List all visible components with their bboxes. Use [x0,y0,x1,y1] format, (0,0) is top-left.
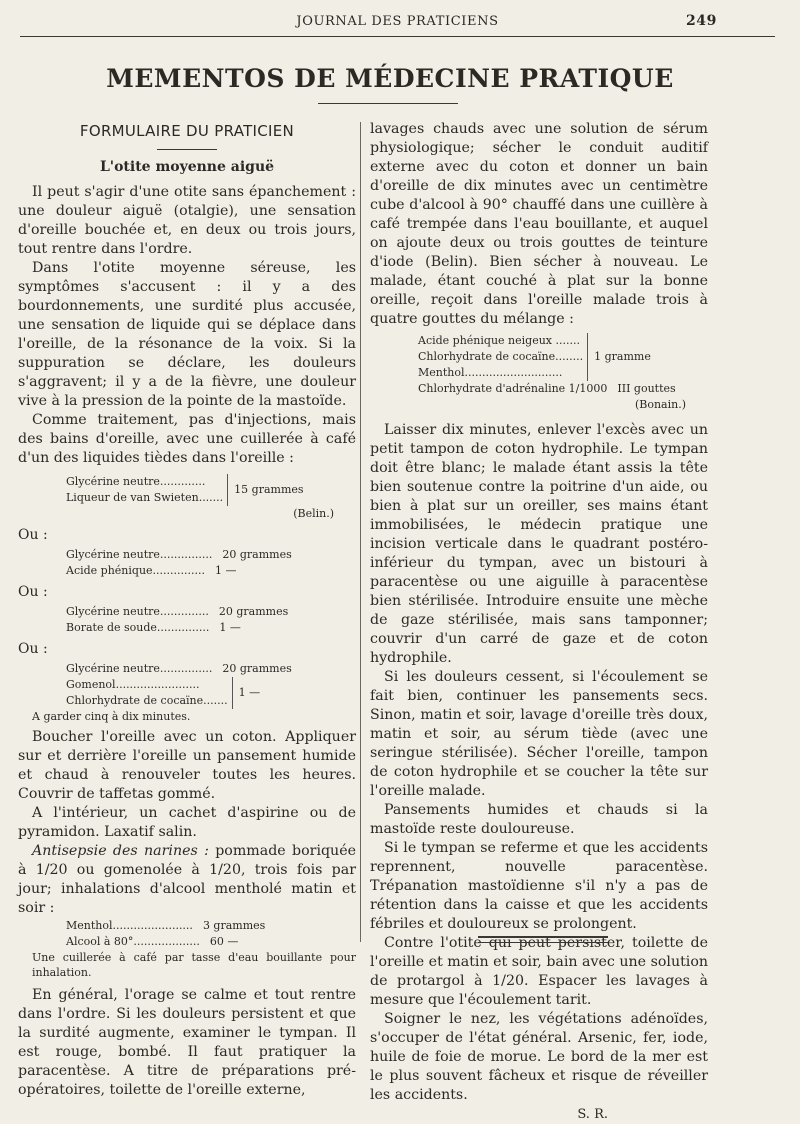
paragraph [18,842,356,918]
rx-source: (Belin.) [293,507,334,520]
paragraph: Dans l'otite moyenne séreuse, les symptômes s'accusent : il y a des bourdonnements, une surdité plus accusée, une sensation de liquide qui se déplace dans l'oreille, de la résonance de la voix. Si la suppuration se déclare, les douleurs s'aggravent; il y a de la fièvre, une douleur vive à la pression de la pointe de la mastoïde. [18,260,356,409]
paragraph: Il peut s'agir d'une otite sans épanchement : une douleur aiguë (otalgie), une sensation d'oreille bouchée et, en deux ou trois jours, tout rentre dans l'ordre. [18,184,356,257]
paragraph: Laisser dix minutes, enlever l'excès avec un petit tampon de coton hydrophile. Le tympan doit être blanc; le malade étant assis la tête bien soutenue contre la poitrine d'un aide, ou bien à plat sur un oreiller, ses mains étant immobilisées, le médecin pratique une incision verticale dans le quadrant postéro-inférieur du tympan, avec un bistouri à paracentèse ou une aiguille à paracentèse bien stérilisée. Introduire ensuite une mèche de gaze stérilisée, mais sans tamponner; couvrir d'un carré de gaze et de coton hydrophile. [370,422,708,666]
paragraph: Contre l'otite qui peut persister, toilette de l'oreille et matin et soir, bain avec une solution de protargol à 1/20. Espacer les lavages à mesure que l'écoulement tarit. [370,935,708,1008]
running-header [20,10,775,37]
rx-note: Une cuillerée à café par tasse d'eau bouillante pour inhalation. [32,951,356,979]
section-rule [157,149,217,150]
rx-quantity: 1 — [219,621,241,634]
alternative-label: Ou : [18,584,48,600]
alternative-label: Ou : [18,527,48,543]
rx-ingredient: Chlorhydrate de cocaïne....... [66,694,228,707]
rx-ingredient: Alcool à 80°................... [66,935,200,948]
prescription-4 [66,661,356,709]
rx-ingredient: Glycérine neutre............... [66,548,213,561]
prescription-3 [66,604,356,636]
paragraph: Soigner le nez, les végétations adénoïdes, s'occuper de l'état général. Arsenic, fer, iode, huile de foie de morue. Le bord de la mer est le plus souvent fâcheux et risque de réveiller les accidents. [370,1011,708,1103]
paragraph: lavages chauds avec une solution de sérum physiologique; sécher le conduit auditif externe avec du coton et donner un bain d'oreille de dix minutes avec un centimètre cube d'alcool à 90° chauffé dans une cuillère à café trempée dans l'eau bouillante, et auquel on ajoute deux ou trois gouttes de teinture d'iode (Belin). Bien sécher à nouveau. Le malade, étant couché à plat sur la bonne oreille, reçoit dans l'oreille malade trois à quatre gouttes du mélange : [370,121,708,327]
paragraph: A l'intérieur, un cachet d'aspirine ou de pyramidon. Laxatif salin. [18,805,356,840]
column-separator [360,122,361,942]
alternative-label: Ou : [18,641,48,657]
rx-ingredient: Glycérine neutre............... [66,662,213,675]
rx-ingredient: Acide phénique............... [66,564,205,577]
paragraph: Boucher l'oreille avec un coton. Appliquer sur et derrière l'oreille un pansement humide et chaud à renouveler toutes les heures. Couvrir de taffetas gommé. [18,729,356,802]
rx-ingredient: Menthol....................... [66,919,193,932]
rx-ingredient: Borate de soude............... [66,621,210,634]
paragraph: En général, l'orage se calme et tout rentre dans l'ordre. Si les douleurs persistent et que la surdité augmente, examiner le tympan. Il est rouge, bombé. Il faut pratiquer la paracentèse. A titre de préparations pré-opératoires, toilette de l'oreille externe, [18,987,356,1098]
paragraph: Si les douleurs cessent, si l'écoulement se fait bien, continuer les pansements secs. Sinon, matin et soir, lavage d'oreille très doux, matin et soir, au sérum tiède (avec une seringue stérilisée). Sécher l'oreille, tampon de coton hydrophile et se coucher la tête sur l'oreille malade. [370,669,708,799]
end-rule [478,936,608,938]
rx-ingredient: Liqueur de van Swieten....... [66,491,224,504]
page-number: 249 [685,13,717,29]
paragraph-text: pommade boriquée à 1/20 ou gomenolée à 1/20, trois fois par jour; inhalations d'alcool mentholé matin et soir : [18,843,356,916]
rx-quantity: 60 — [209,935,239,948]
paragraph: Pansements humides et chauds si la mastoïde reste douloureuse. [370,802,708,837]
journal-title: JOURNAL DES PRATICIENS [296,14,499,29]
rx-quantity: 1 — [215,564,237,577]
rx-ingredient: Chlorhydrate d'adrénaline 1/1000 [418,382,608,395]
prescription-6 [418,333,708,413]
rx-quantity: 1 gramme [594,350,651,363]
left-column [18,118,356,1100]
prescription-5 [66,918,356,950]
rx-quantity: 20 grammes [222,548,292,561]
paragraph: Comme traitement, pas d'injections, mais des bains d'oreille, avec une cuillerée à café d'un des liquides tièdes dans l'oreille : [18,412,356,466]
end-rule [478,942,608,943]
rx-quantity: 20 grammes [218,605,289,618]
rx-ingredient: Menthol............................ [418,366,563,379]
title-rule [318,103,458,104]
rx-quantity: 15 grammes [234,483,304,496]
rx-quantity: 20 grammes [222,662,292,675]
rx-ingredient: Acide phénique neigeux ....... [418,334,580,347]
prescription-1 [66,474,356,522]
right-column [370,120,708,1124]
rx-ingredient: Glycérine neutre............. [66,475,206,488]
rx-ingredient: Glycérine neutre.............. [66,605,209,618]
rx-ingredient: Gomenol........................ [66,678,200,691]
prescription-2 [66,547,356,579]
rx-quantity: 1 — [238,686,261,699]
rx-quantity: 3 grammes [202,919,266,932]
rx-note: A garder cinq à dix minutes. [32,710,191,723]
emphasis: Antisepsie des narines : [32,843,209,859]
paragraph: Si le tympan se referme et que les accidents reprennent, nouvelle paracentèse. Trépanation mastoïdienne s'il n'y a pas de rétention dans la caisse et que les accidents fébriles et douloureux se prolongent. [370,840,708,932]
section-title: FORMULAIRE DU PRATICIEN [79,122,295,140]
rx-ingredient: Chlorhydrate de cocaïne........ [418,350,584,363]
article-title: L'otite moyenne aiguë [99,159,275,175]
main-title: MEMENTOS DE MÉDECINE PRATIQUE [106,64,674,93]
rx-source: (Bonain.) [634,398,686,411]
rx-quantity: III gouttes [617,382,676,395]
author-signature: S. R. [577,1107,608,1122]
